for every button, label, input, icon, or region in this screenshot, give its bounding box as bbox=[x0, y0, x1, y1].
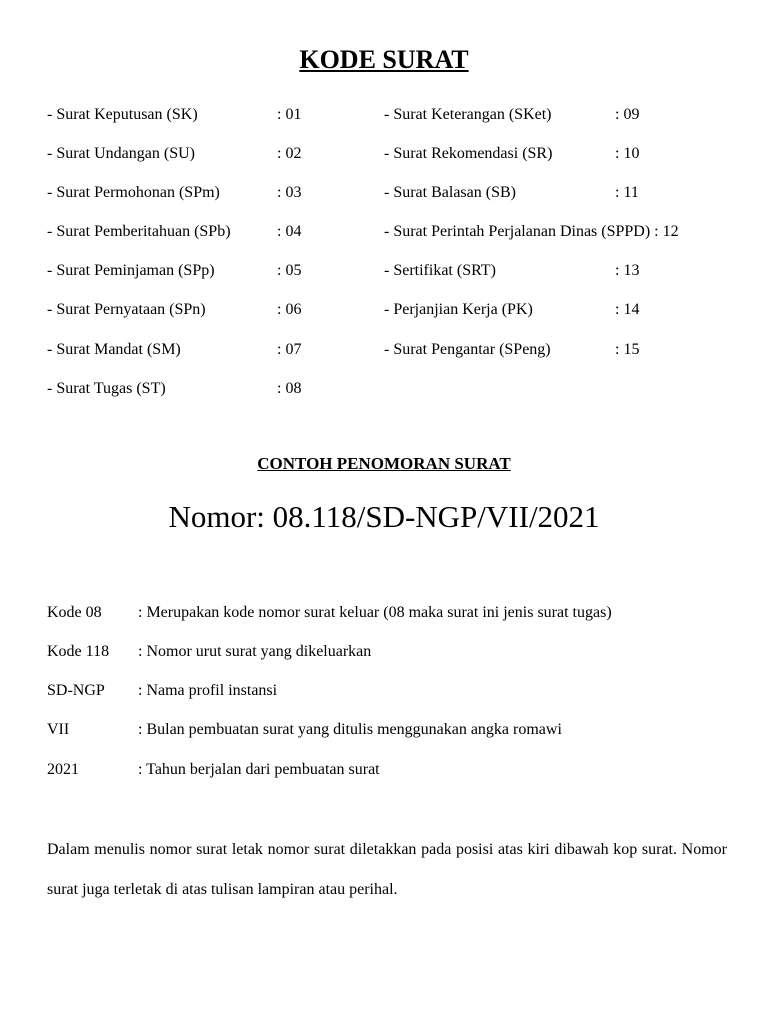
code-label: - Surat Keterangan (SKet) bbox=[384, 106, 552, 123]
code-value: : 14 bbox=[615, 301, 640, 318]
code-value: : 04 bbox=[277, 223, 302, 240]
code-label: - Surat Pengantar (SPeng) bbox=[384, 341, 551, 358]
explanation-desc: : Merupakan kode nomor surat keluar (08 maka surat ini jenis surat tugas) bbox=[138, 604, 612, 621]
explanation-term: Kode 08 bbox=[47, 604, 102, 621]
explanation-term: SD-NGP bbox=[47, 682, 105, 699]
code-label: - Surat Keputusan (SK) bbox=[47, 106, 198, 123]
page-title: KODE SURAT bbox=[299, 45, 469, 74]
code-value: : 05 bbox=[277, 262, 302, 279]
code-label: - Surat Pernyataan (SPn) bbox=[47, 301, 206, 318]
code-value: : 02 bbox=[277, 145, 302, 162]
code-value: : 13 bbox=[615, 262, 640, 279]
section-heading: CONTOH PENOMORAN SURAT bbox=[257, 454, 511, 473]
code-label: - Surat Permohonan (SPm) bbox=[47, 184, 220, 201]
code-label: - Surat Mandat (SM) bbox=[47, 341, 181, 358]
code-label: - Sertifikat (SRT) bbox=[384, 262, 496, 279]
explanation-term: Kode 118 bbox=[47, 643, 110, 660]
code-label: - Surat Rekomendasi (SR) bbox=[384, 145, 553, 162]
explanation-desc: : Nama profil instansi bbox=[138, 682, 278, 699]
code-value: : 07 bbox=[277, 341, 302, 358]
code-label: - Surat Perintah Perjalanan Dinas (SPPD) : 12 bbox=[384, 223, 679, 240]
code-value: : 06 bbox=[277, 301, 302, 318]
code-value: : 09 bbox=[615, 106, 640, 123]
explanation-desc: : Bulan pembuatan surat yang ditulis menggunakan angka romawi bbox=[138, 721, 562, 738]
code-label: - Surat Pemberitahuan (SPb) bbox=[47, 223, 231, 240]
code-label: - Surat Balasan (SB) bbox=[384, 184, 516, 201]
code-label: - Perjanjian Kerja (PK) bbox=[384, 301, 533, 318]
code-label: - Surat Undangan (SU) bbox=[47, 145, 195, 162]
code-value: : 08 bbox=[277, 380, 302, 397]
code-label: - Surat Tugas (ST) bbox=[47, 380, 166, 397]
body-paragraph: Dalam menulis nomor surat letak nomor surat diletakkan pada posisi atas kiri dibawah kop surat. Nomor surat juga terletak di atas tulisan lampiran atau perihal. bbox=[47, 841, 727, 898]
explanation-desc: : Tahun berjalan dari pembuatan surat bbox=[138, 761, 380, 778]
code-value: : 10 bbox=[615, 145, 640, 162]
code-value: : 15 bbox=[615, 341, 640, 358]
code-label: - Surat Peminjaman (SPp) bbox=[47, 262, 215, 279]
explanation-term: VII bbox=[47, 721, 70, 738]
example-letter-number: Nomor: 08.118/SD-NGP/VII/2021 bbox=[168, 499, 600, 534]
code-value: : 01 bbox=[277, 106, 302, 123]
explanation-desc: : Nomor urut surat yang dikeluarkan bbox=[138, 643, 372, 660]
code-value: : 03 bbox=[277, 184, 302, 201]
code-value: : 11 bbox=[615, 184, 639, 201]
explanation-term: 2021 bbox=[47, 761, 79, 778]
